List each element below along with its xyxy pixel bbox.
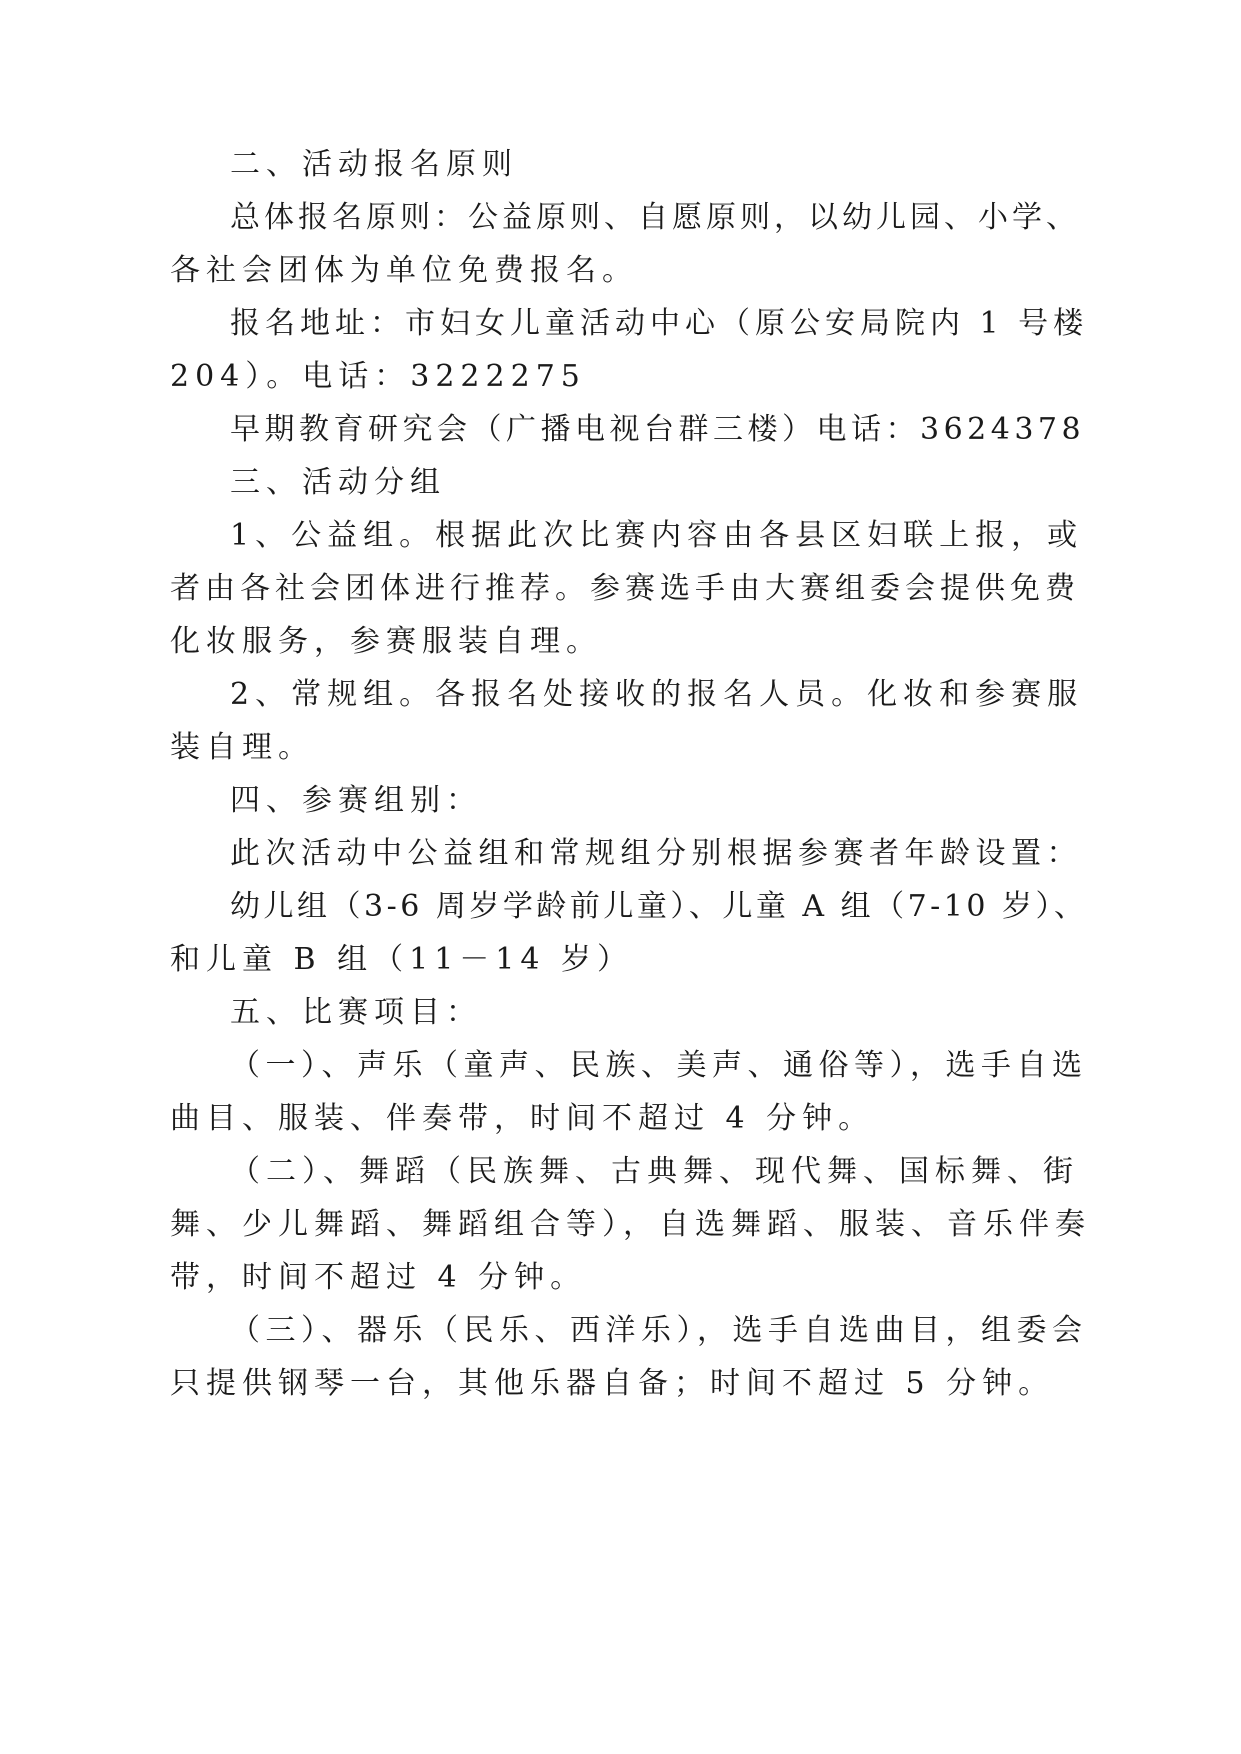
- paragraph-line: 报名地址：市妇女儿童活动中心（原公安局院内 1 号楼: [230, 306, 1089, 341]
- paragraph-line: 曲目、服装、伴奏带，时间不超过 4 分钟。: [170, 1101, 875, 1136]
- paragraph-line: 化妆服务，参赛服装自理。: [170, 624, 602, 659]
- paragraph-line: 总体报名原则：公益原则、自愿原则，以幼儿园、小学、: [230, 200, 1080, 235]
- section-heading-events: 五、比赛项目：: [230, 995, 482, 1030]
- paragraph-line: 2、常规组。各报名处接收的报名人员。化妆和参赛服: [230, 677, 1084, 712]
- section-heading-registration: 二、活动报名原则: [230, 147, 518, 182]
- paragraph-line: 早期教育研究会（广播电视台群三楼）电话：3624378: [230, 412, 1086, 447]
- paragraph-line: （三）、器乐（民乐、西洋乐），选手自选曲目，组委会: [230, 1313, 1088, 1348]
- paragraph-line: 各社会团体为单位免费报名。: [170, 253, 638, 288]
- paragraph-line: 和儿童 B 组（11－14 岁）: [170, 942, 634, 977]
- section-heading-groups: 三、活动分组: [230, 465, 446, 500]
- paragraph-line: 装自理。: [170, 730, 314, 765]
- paragraph-line: 舞、少儿舞蹈、舞蹈组合等），自选舞蹈、服装、音乐伴奏: [170, 1207, 1091, 1242]
- paragraph-line: 幼儿组（3-6 周岁学龄前儿童）、儿童 A 组（7-10 岁）、: [230, 889, 1088, 924]
- paragraph-line: 带，时间不超过 4 分钟。: [170, 1260, 587, 1295]
- paragraph-line: 只提供钢琴一台，其他乐器自备；时间不超过 5 分钟。: [170, 1366, 1055, 1401]
- section-heading-categories: 四、参赛组别：: [230, 783, 482, 818]
- paragraph-line: 1、公益组。根据此次比赛内容由各县区妇联上报，或: [230, 518, 1084, 553]
- paragraph-line: 者由各社会团体进行推荐。参赛选手由大赛组委会提供免费: [170, 571, 1080, 606]
- paragraph-line: （一）、声乐（童声、民族、美声、通俗等），选手自选: [230, 1048, 1088, 1083]
- paragraph-line: 204）。电话：3222275: [170, 359, 586, 394]
- paragraph-line: （二）、舞蹈（民族舞、古典舞、现代舞、国标舞、街: [230, 1154, 1079, 1189]
- paragraph-line: 此次活动中公益组和常规组分别根据参赛者年龄设置：: [230, 836, 1082, 871]
